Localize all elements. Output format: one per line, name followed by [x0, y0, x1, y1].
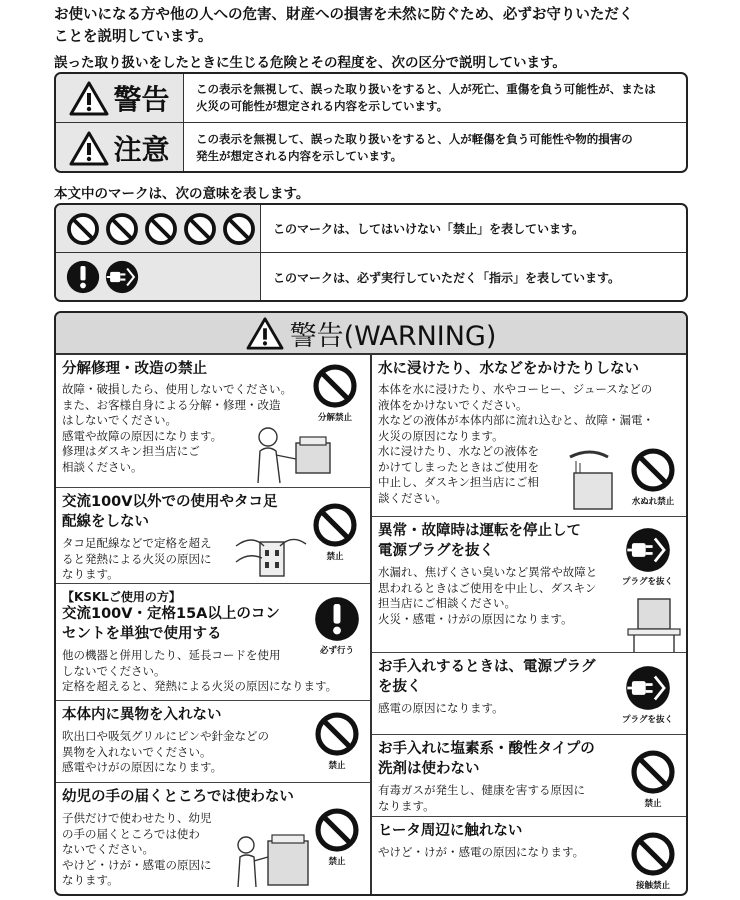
- right-item-title: [378, 657, 596, 697]
- body-line: 談ください。: [378, 490, 447, 505]
- left-item-children: [56, 783, 370, 896]
- symbol-label: 禁止: [644, 799, 662, 809]
- no-wet-hands-icon: [183, 212, 217, 246]
- intro-line-3: 誤った取り扱いをしたときに生じる危険とその程度を、次の区分で説明しています。: [54, 55, 566, 71]
- body-line: 故障・破損したら、使用しないでください。: [62, 382, 292, 396]
- disassembly-prohibited-icon: [105, 212, 139, 246]
- body-line: 相談ください。: [62, 459, 143, 474]
- body-line: 火災・感電・けがの原因になります。: [378, 611, 573, 626]
- right-item-body: [378, 565, 597, 627]
- symbol-label: 接触禁止: [635, 881, 670, 891]
- body-line: 感電の原因になります。: [378, 701, 504, 715]
- title-line: 交流100V・定格15A以上のコン: [62, 606, 280, 622]
- body-line: 水漏れ、焦げくさい臭いなど異常や故障と: [378, 565, 598, 579]
- symbol: [622, 527, 673, 587]
- level-label-warning-text: 警告: [113, 83, 170, 116]
- symbol-label: 禁止: [328, 857, 346, 867]
- outlet-illustration: [234, 532, 308, 580]
- body-line: 思われるときはご使用を中止し、ダスキン: [378, 580, 597, 595]
- title-line: を抜く: [378, 679, 422, 695]
- intro-text: [54, 4, 694, 48]
- title-line: 洗剤は使わない: [378, 761, 480, 777]
- warning-header-text: 警告(WARNING): [289, 320, 497, 352]
- body-line: 修理はダスキン担当店にご: [62, 444, 200, 458]
- left-item-title: [62, 604, 280, 644]
- no-touch-icon: [144, 212, 178, 246]
- right-item-water: [372, 355, 686, 517]
- body-line: 他の機器と併用したり、延長コードを使用: [62, 648, 281, 662]
- body-line: やけど・けが・感電の原因に: [62, 857, 212, 872]
- body-line: はしないでください。: [62, 413, 177, 427]
- body-line: 火災の原因になります。: [378, 428, 504, 443]
- mandatory-icon: [314, 596, 360, 642]
- level-desc-caution-line2: 発生が想定される内容を示しています。: [196, 148, 403, 163]
- level-desc-warning-line1: この表示を無視して、誤った取り扱いをすると、人が死亡、重傷を負う可能性が、または: [196, 82, 656, 96]
- right-item-title: ヒータ周辺に触れない: [378, 823, 523, 839]
- symbol: [314, 596, 360, 656]
- level-row-caution: [56, 123, 686, 172]
- body-line: 本体を水に浸けたり、水やコーヒー、ジュースなどの: [378, 382, 653, 396]
- left-item-title: 本体内に異物を入れない: [62, 707, 222, 723]
- level-label-warning: [56, 74, 184, 122]
- body-line: ると発熱による火災の原因に: [62, 551, 212, 566]
- marks-box: [54, 203, 688, 302]
- body-line: 子供だけで使わせたり、幼児: [62, 811, 212, 825]
- right-item-title: [378, 521, 581, 561]
- device-on-stand-illustration: [626, 595, 682, 653]
- body-line: ないでください。: [62, 842, 154, 856]
- marks-title: 本文中のマークは、次の意味を表します。: [54, 186, 310, 202]
- disassembly-prohibited-icon: [312, 363, 358, 409]
- symbol: [314, 711, 360, 771]
- warning-triangle-icon: [246, 316, 284, 350]
- title-line: 異常・故障時は運転を停止して: [378, 523, 581, 539]
- symbol: [630, 447, 676, 507]
- symbol: [312, 502, 358, 562]
- title-line: お手入れするときは、電源プラグ: [378, 659, 596, 675]
- body-line: 異物を入れないでください。: [62, 744, 212, 759]
- body-line: 液体をかけないでください。: [378, 397, 528, 412]
- mandatory-icon: [66, 260, 100, 294]
- unplug-icon: [105, 260, 139, 294]
- level-desc-caution-line1: この表示を無視して、誤った取り扱いをすると、人が軽傷を負う可能性や物的損害の: [196, 131, 633, 146]
- body-line: 吹出口や吸気グリルにピンや針金などの: [62, 729, 269, 743]
- mandatory-icons: [56, 253, 261, 301]
- caution-triangle-icon: [69, 130, 109, 166]
- body-line: なります。: [62, 873, 119, 887]
- body-line: 中止し、ダスキン担当店にご相: [378, 475, 539, 489]
- prohibited-icons: [56, 205, 261, 252]
- prohibited-icon: [66, 212, 100, 246]
- right-item-heater: [372, 817, 686, 896]
- body-line: 感電や故障の原因になります。: [62, 428, 223, 443]
- body-line: 有毒ガスが発生し、健康を害する原因に: [378, 783, 585, 797]
- prohibited-icon: [314, 711, 360, 757]
- body-line: 水に浸けたり、水などの液体を: [378, 444, 539, 458]
- title-line: セントを単独で使用する: [62, 626, 222, 642]
- no-touch-icon: [630, 831, 676, 877]
- right-item-detergent: [372, 735, 686, 817]
- intro-line-1: お使いになる方や他の人への危害、財産への損害を未然に防ぐため、必ずお守りいただく: [54, 7, 634, 23]
- title-line: 電源プラグを抜く: [378, 543, 494, 559]
- level-label-caution-text: 注意: [113, 132, 170, 166]
- body-line: やけど・けが・感電の原因になります。: [378, 845, 585, 859]
- right-item-title: 水に浸けたり、水などをかけたりしない: [378, 361, 639, 377]
- intro-line-2: ことを説明しています。: [54, 29, 213, 45]
- symbol-label: 水ぬれ禁止: [631, 497, 675, 507]
- right-item-body: [378, 783, 585, 814]
- body-line: かけてしまったときはご使用を: [378, 459, 539, 474]
- prohibited-icon: [630, 749, 676, 795]
- left-item-title: 幼児の手の届くところでは使わない: [62, 789, 294, 805]
- right-item-cleaning-unplug: [372, 653, 686, 735]
- symbol: [622, 665, 673, 725]
- left-item-ac100v: [56, 488, 370, 584]
- left-item-title: 分解修理・改造の禁止: [62, 361, 207, 377]
- right-item-title: [378, 739, 595, 779]
- title-line: 配線をしない: [62, 514, 149, 530]
- level-row-warning: [56, 74, 686, 123]
- body-line: 感電やけがの原因になります。: [62, 760, 223, 774]
- symbol: [314, 807, 360, 867]
- warning-box: [54, 311, 688, 896]
- mark-row-mandatory: [56, 253, 686, 301]
- left-item-body: [62, 648, 337, 695]
- title-line: 交流100V以外での使用やタコ足: [62, 494, 278, 510]
- prohibited-icon: [314, 807, 360, 853]
- mark-desc-prohibited: このマークは、してはいけない「禁止」を表しています。: [273, 222, 585, 236]
- level-desc-warning: [184, 74, 686, 122]
- no-water-icon: [630, 447, 676, 493]
- no-water-icon: [222, 212, 256, 246]
- unplug-icon: [625, 527, 671, 573]
- left-item-kskl: [56, 584, 370, 701]
- level-desc-warning-line2: 火災の可能性が想定される内容を示しています。: [196, 99, 449, 113]
- symbol: [630, 749, 676, 809]
- mark-row-prohibited: [56, 205, 686, 253]
- warning-triangle-icon: [69, 80, 109, 116]
- left-item-body: [62, 536, 212, 583]
- body-line: の手の届くところでは使わ: [62, 826, 200, 841]
- symbol-label: プラグを抜く: [622, 715, 674, 725]
- symbol-label: 禁止: [326, 552, 344, 562]
- right-item-body: [378, 701, 504, 717]
- mark-desc-mandatory: このマークは、必ず実行していただく「指示」を表しています。: [273, 270, 621, 285]
- left-item-foreign-objects: [56, 701, 370, 783]
- left-item-body: [62, 811, 212, 889]
- symbol-label: 必ず行う: [319, 646, 354, 656]
- symbol: [630, 831, 676, 891]
- body-line: なります。: [62, 567, 119, 581]
- water-pour-illustration: [564, 447, 628, 511]
- body-line: また、お客様自身による分解・修理・改造: [62, 397, 281, 412]
- prohibited-icon: [312, 502, 358, 548]
- right-item-body: [378, 845, 584, 861]
- left-item-title: [62, 492, 278, 532]
- title-line: お手入れに塩素系・酸性タイプの: [378, 741, 595, 757]
- right-item-abnormal: [372, 517, 686, 653]
- left-item-disassembly: [56, 355, 370, 488]
- body-line: 水などの液体が本体内部に流れ込むと、故障・漏電・: [378, 413, 654, 427]
- level-box: [54, 72, 688, 173]
- symbol-label: 分解禁止: [317, 413, 352, 423]
- unplug-icon: [625, 665, 671, 711]
- symbol-label: プラグを抜く: [622, 577, 674, 587]
- body-line: 定格を超えると、発熱による火災の原因になります。: [62, 679, 338, 693]
- body-line: しないでください。: [62, 663, 166, 678]
- left-item-body: [62, 729, 269, 776]
- warning-header: [56, 313, 686, 355]
- symbol: [312, 363, 358, 423]
- symbol-label: 禁止: [328, 761, 346, 771]
- body-line: なります。: [378, 798, 435, 813]
- body-line: タコ足配線などで定格を超え: [62, 536, 212, 550]
- level-desc-caution: [184, 123, 686, 172]
- body-line: 担当店にご相談ください。: [378, 596, 516, 610]
- child-device-illustration: [232, 827, 314, 889]
- left-item-subtitle: 【KSKLご使用の方】: [62, 590, 181, 604]
- person-device-illustration: [246, 423, 336, 485]
- level-label-caution: [56, 123, 184, 172]
